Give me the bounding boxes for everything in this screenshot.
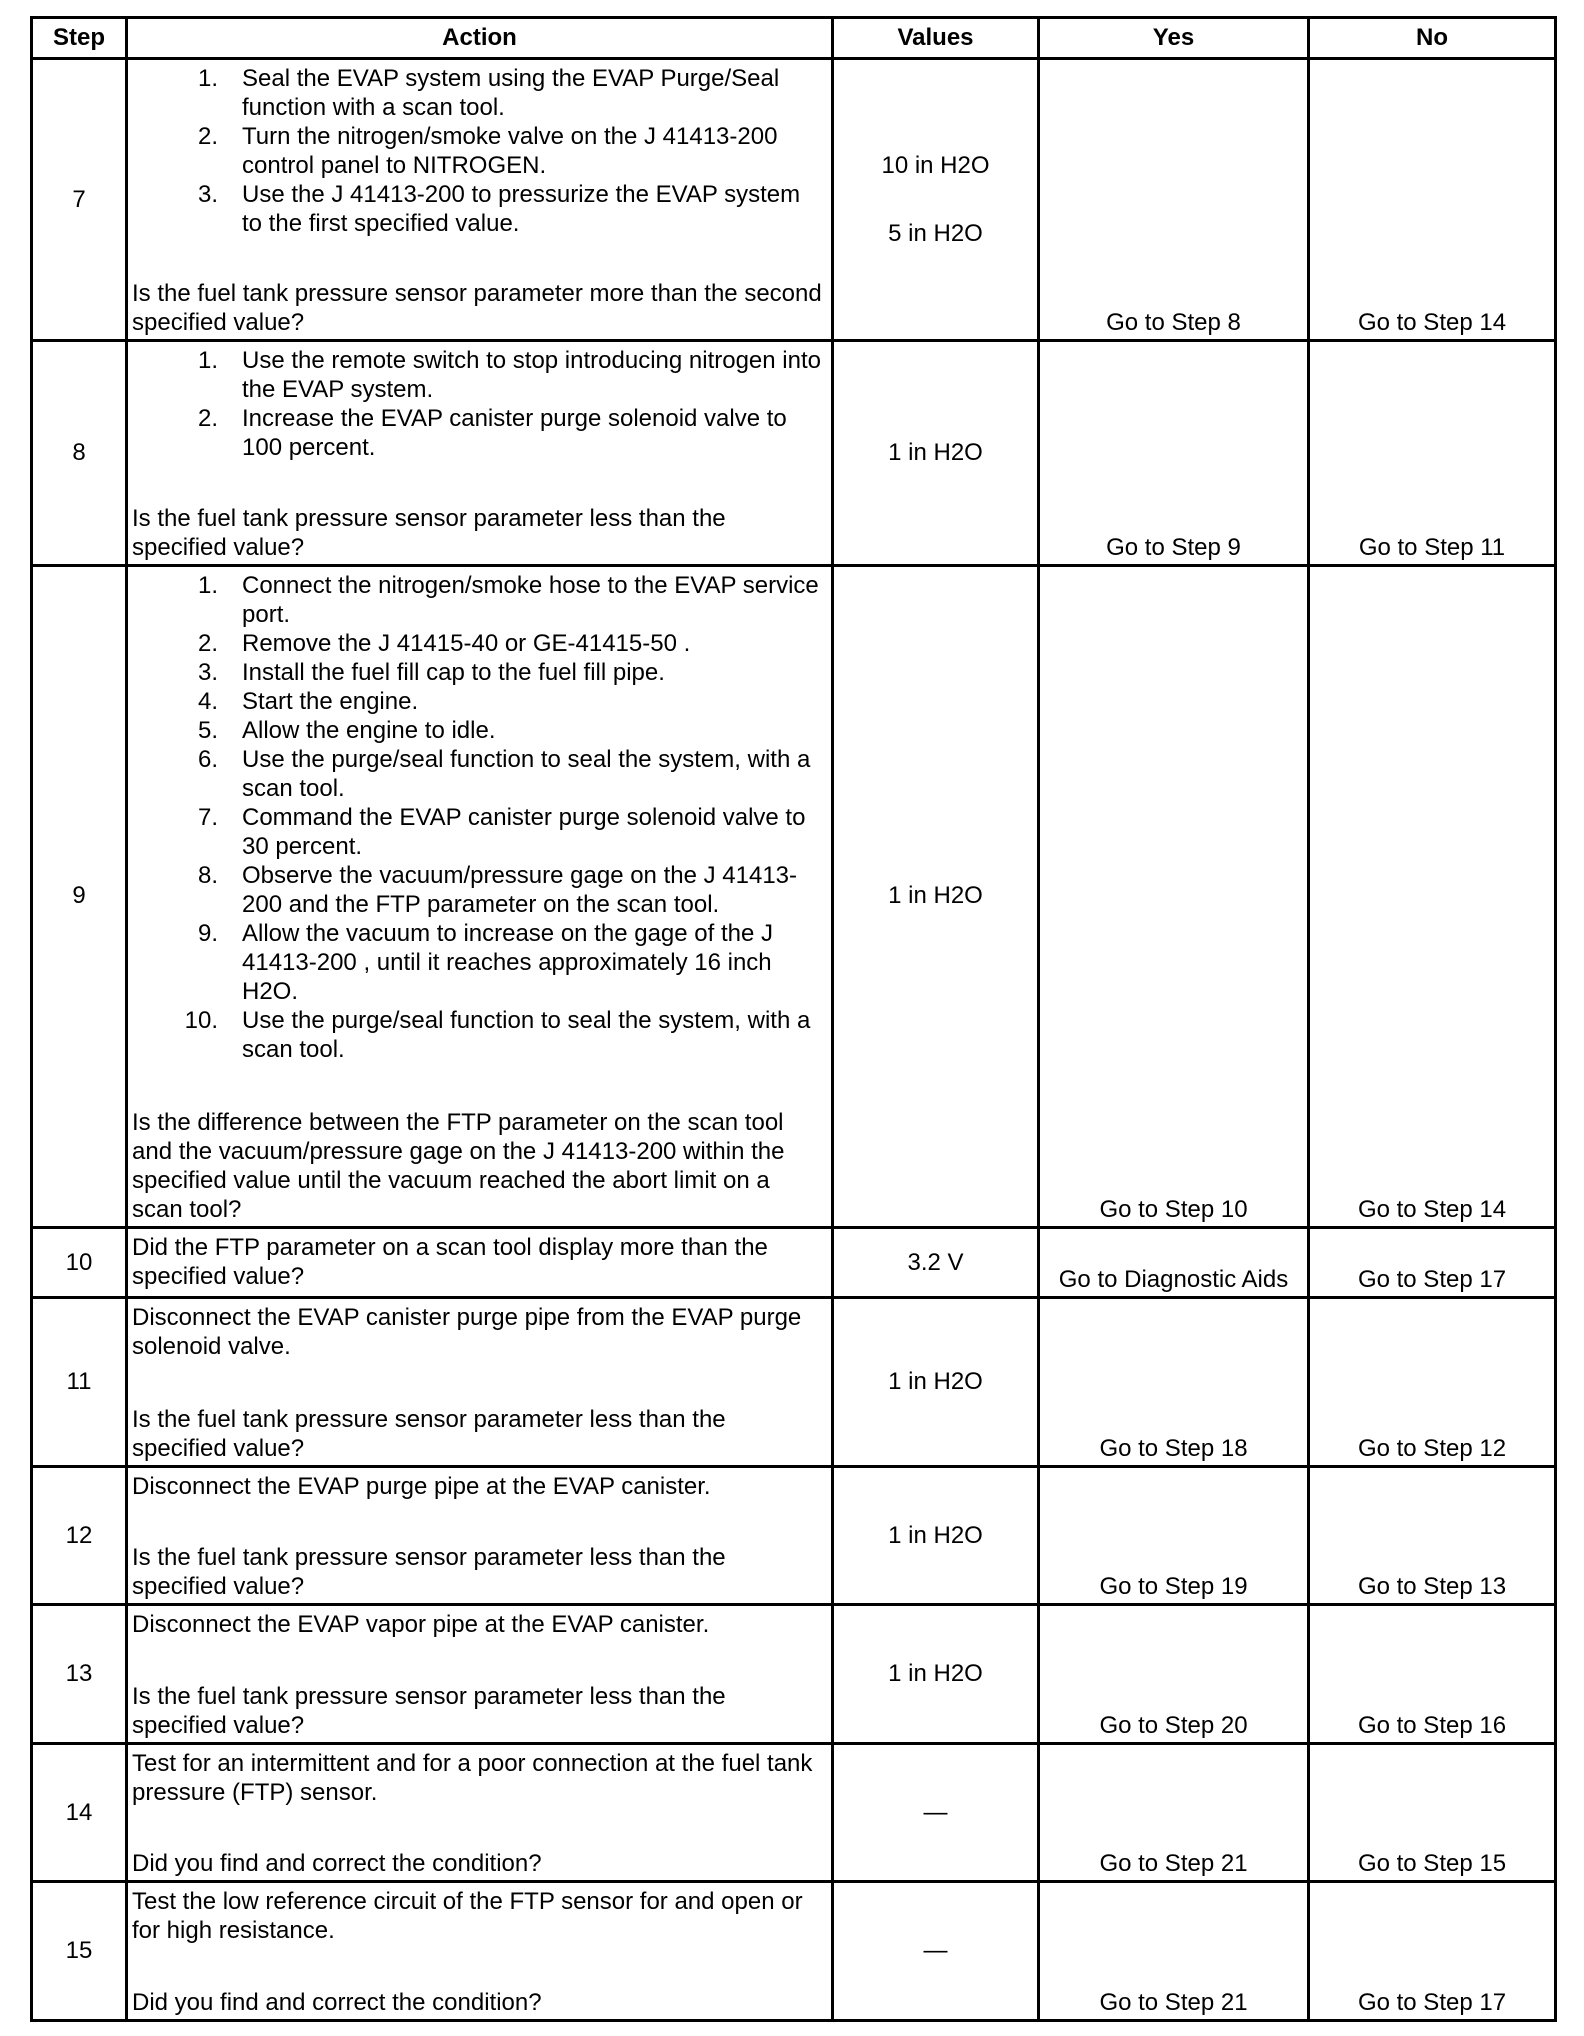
table-row (32, 1605, 1556, 1743)
table-row (32, 1743, 1556, 1881)
item-number: 8. (197, 861, 218, 889)
action-question: Is the fuel tank pressure sensor parameter less than the specified value? (132, 1682, 726, 1739)
action-text: Did the FTP parameter on a scan tool display more than the specified value? (132, 1234, 768, 1291)
diagnostic-table-page (30, 16, 1554, 2022)
list-item (132, 803, 825, 861)
item-text: Start the engine. (242, 687, 419, 715)
table-row (32, 1467, 1556, 1605)
list-item (132, 346, 825, 404)
list-item (132, 180, 825, 238)
action-question: Is the difference between the FTP parameter on the scan tool and the vacuum/pressure gage on the J 41413-200 within the specified value until the vacuum reached the abort limit on a scan tool? (132, 1109, 785, 1224)
step-number: 11 (32, 1298, 127, 1467)
step-number: 7 (32, 59, 127, 341)
no-cell: Go to Step 15 (1309, 1743, 1556, 1881)
item-text: Use the remote switch to stop introducing nitrogen into the EVAP system. (242, 347, 821, 403)
action-cell (127, 1228, 833, 1298)
step-number: 13 (32, 1605, 127, 1743)
action-steps (132, 64, 825, 238)
action-question: Is the fuel tank pressure sensor parameter less than the specified value? (132, 504, 726, 561)
values-cell (833, 1228, 1039, 1298)
step-number: 10 (32, 1228, 127, 1298)
item-text: Install the fuel fill cap to the fuel fill pipe. (242, 658, 665, 686)
value-text: 5 in H2O (888, 219, 983, 247)
action-question: Is the fuel tank pressure sensor parameter less than the specified value? (132, 1406, 726, 1462)
item-text: Turn the nitrogen/smoke valve on the J 41413-200 control panel to NITROGEN. (242, 123, 778, 179)
no-cell: Go to Step 17 (1309, 1228, 1556, 1298)
item-text: Use the purge/seal function to seal the system, with a scan tool. (242, 1006, 811, 1063)
item-text: Allow the engine to idle. (242, 716, 496, 744)
values-cell (833, 1882, 1039, 2021)
list-item (132, 571, 825, 629)
step-number: 9 (32, 565, 127, 1227)
values-cell (833, 341, 1039, 566)
action-question: Did you find and correct the condition? (132, 1850, 542, 1878)
list-item (132, 1006, 825, 1064)
values-cell (833, 1743, 1039, 1881)
action-cell (127, 341, 833, 566)
item-number: 1. (197, 571, 218, 599)
action-text: Disconnect the EVAP purge pipe at the EVAP canister. (132, 1473, 711, 1500)
header-action: Action (127, 18, 833, 59)
table-row (32, 59, 1556, 341)
yes-cell: Go to Step 8 (1039, 59, 1309, 341)
action-cell (127, 1605, 833, 1743)
list-item (132, 861, 825, 919)
list-item (132, 745, 825, 803)
list-item (132, 687, 825, 716)
value-text: — (923, 1937, 948, 1965)
values-cell (833, 565, 1039, 1227)
action-cell (127, 1882, 833, 2021)
list-item (132, 64, 825, 122)
action-steps (132, 571, 825, 1064)
header-no: No (1309, 18, 1556, 59)
value-text: 10 in H2O (881, 151, 990, 179)
action-question: Is the fuel tank pressure sensor parameter more than the second specified value? (132, 280, 822, 336)
value-text: 3.2 V (907, 1248, 964, 1276)
action-cell (127, 1467, 833, 1605)
header-step: Step (32, 18, 127, 59)
no-cell: Go to Step 13 (1309, 1467, 1556, 1605)
item-text: Increase the EVAP canister purge solenoid valve to 100 percent. (242, 405, 787, 461)
header-yes: Yes (1039, 18, 1309, 59)
no-cell: Go to Step 11 (1309, 341, 1556, 566)
item-number: 5. (197, 716, 218, 744)
item-text: Use the purge/seal function to seal the system, with a scan tool. (242, 745, 811, 802)
values-cell (833, 59, 1039, 341)
action-cell (127, 565, 833, 1227)
action-cell (127, 1743, 833, 1881)
item-text: Connect the nitrogen/smoke hose to the EVAP service port. (242, 571, 819, 628)
yes-cell: Go to Step 9 (1039, 341, 1309, 566)
item-number: 2. (197, 629, 218, 657)
table-row (32, 1228, 1556, 1298)
step-number: 12 (32, 1467, 127, 1605)
list-item (132, 629, 825, 658)
item-text: Remove the J 41415-40 or GE-41415-50 . (242, 629, 691, 657)
table-row (32, 1298, 1556, 1467)
yes-cell: Go to Step 19 (1039, 1467, 1309, 1605)
value-text: 1 in H2O (888, 882, 983, 910)
item-number: 1. (197, 65, 218, 92)
action-text: Disconnect the EVAP canister purge pipe from the EVAP purge solenoid valve. (132, 1304, 802, 1361)
item-number: 4. (197, 687, 218, 715)
item-text: Observe the vacuum/pressure gage on the J 41413-200 and the FTP parameter on the scan tool. (242, 861, 797, 918)
values-cell (833, 1298, 1039, 1467)
no-cell: Go to Step 14 (1309, 565, 1556, 1227)
value-text: 1 in H2O (888, 1660, 983, 1688)
step-number: 15 (32, 1882, 127, 2021)
item-number: 10. (184, 1006, 218, 1034)
table-row (32, 341, 1556, 566)
item-number: 9. (197, 919, 218, 947)
action-question: Did you find and correct the condition? (132, 1989, 542, 2016)
item-number: 3. (197, 658, 218, 686)
list-item (132, 404, 825, 462)
step-number: 14 (32, 1743, 127, 1881)
list-item (132, 658, 825, 687)
values-cell (833, 1467, 1039, 1605)
item-number: 3. (197, 181, 218, 208)
yes-cell: Go to Step 21 (1039, 1743, 1309, 1881)
yes-cell: Go to Diagnostic Aids (1039, 1228, 1309, 1298)
value-text: — (923, 1798, 948, 1826)
item-text: Allow the vacuum to increase on the gage of the J 41413-200 , until it reaches approximately 16 inch H2O. (242, 919, 773, 1005)
yes-cell: Go to Step 18 (1039, 1298, 1309, 1467)
item-text: Seal the EVAP system using the EVAP Purge/Seal function with a scan tool. (242, 65, 780, 121)
no-cell: Go to Step 16 (1309, 1605, 1556, 1743)
item-text: Use the J 41413-200 to pressurize the EVAP system to the first specified value. (242, 181, 801, 237)
no-cell: Go to Step 12 (1309, 1298, 1556, 1467)
list-item (132, 919, 825, 1006)
item-number: 1. (197, 347, 218, 374)
yes-cell: Go to Step 10 (1039, 565, 1309, 1227)
action-cell (127, 1298, 833, 1467)
value-text: 1 in H2O (888, 1521, 983, 1549)
yes-cell: Go to Step 21 (1039, 1882, 1309, 2021)
action-text: Test for an intermittent and for a poor connection at the fuel tank pressure (FTP) sensor. (132, 1749, 813, 1806)
table-row (32, 565, 1556, 1227)
action-text: Disconnect the EVAP vapor pipe at the EVAP canister. (132, 1611, 710, 1639)
no-cell: Go to Step 17 (1309, 1882, 1556, 2021)
step-number: 8 (32, 341, 127, 566)
no-cell: Go to Step 14 (1309, 59, 1556, 341)
action-cell (127, 59, 833, 341)
value-text: 1 in H2O (888, 1368, 983, 1396)
action-steps (132, 346, 825, 462)
item-text: Command the EVAP canister purge solenoid valve to 30 percent. (242, 803, 806, 860)
header-values: Values (833, 18, 1039, 59)
item-number: 2. (197, 405, 218, 432)
action-question: Is the fuel tank pressure sensor parameter less than the specified value? (132, 1544, 726, 1601)
list-item (132, 122, 825, 180)
values-cell (833, 1605, 1039, 1743)
value-text: 1 in H2O (888, 438, 983, 466)
item-number: 6. (197, 745, 218, 773)
item-number: 7. (197, 803, 218, 831)
item-number: 2. (197, 123, 218, 150)
yes-cell: Go to Step 20 (1039, 1605, 1309, 1743)
list-item (132, 716, 825, 745)
table-row (32, 1882, 1556, 2021)
action-text: Test the low reference circuit of the FTP sensor for and open or for high resistance. (132, 1888, 803, 1945)
diagnostic-table (30, 16, 1557, 2022)
table-header-row (32, 18, 1556, 59)
